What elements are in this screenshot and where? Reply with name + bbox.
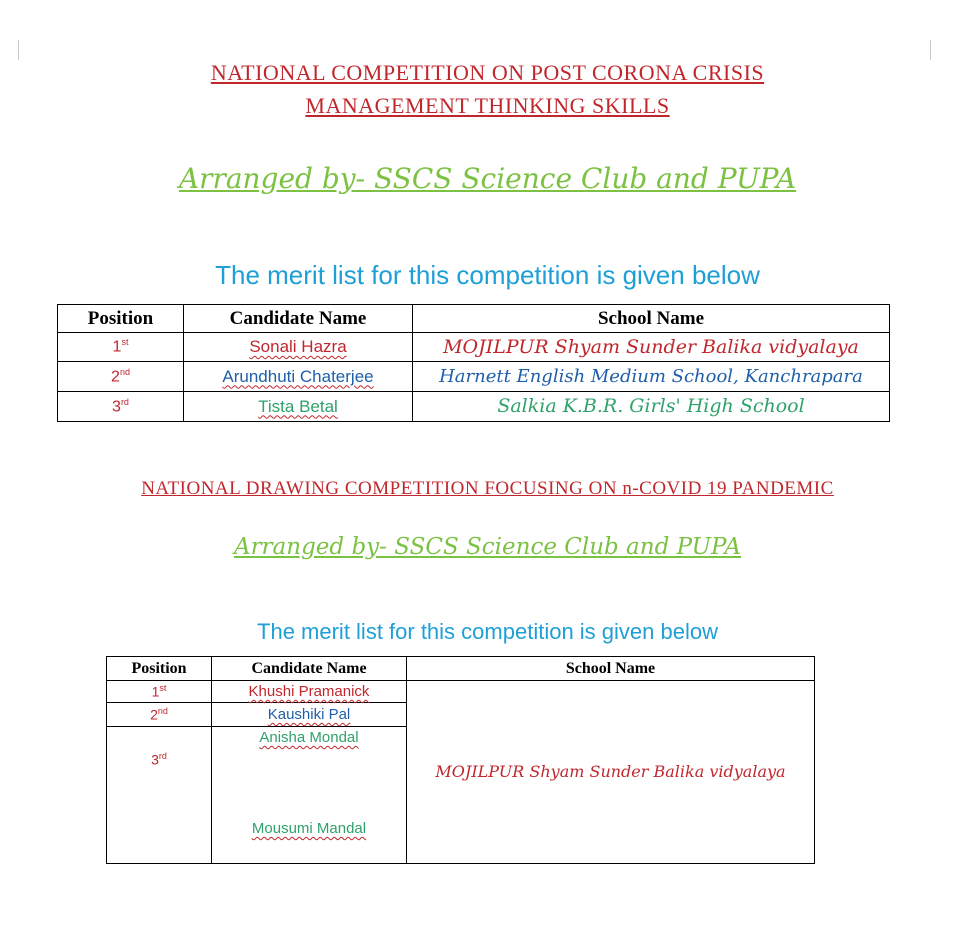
candidate-cell [184,362,413,392]
candidate-header: Candidate Name [212,657,407,681]
school-name: MOJILPUR Shyam Sunder Balika vidyalaya [443,335,859,358]
margin-mark-right [930,40,931,60]
school-cell [413,362,890,392]
candidate-cell [212,727,407,864]
school-header: School Name [413,305,890,333]
candidate-name: Anisha Mondal [259,729,359,746]
position-cell: 1st [58,333,184,362]
section2-title: NATIONAL DRAWING COMPETITION FOCUSING ON n-COVID 19 PANDEMIC [141,478,834,499]
candidate-name: Sonali Hazra [249,337,347,356]
candidate-cell [212,703,407,727]
position-header: Position [58,305,184,333]
candidate-header: Candidate Name [184,305,413,333]
section1-arranged-by: Arranged by- SSCS Science Club and PUPA [178,162,797,195]
candidate-cell [184,333,413,362]
candidate-name: Kaushiki Pal [267,706,351,723]
school-cell [413,392,890,422]
candidate-name: Khushi Pramanick [248,683,370,700]
position-header: Position [107,657,212,681]
candidate-name: Mousumi Mandal [251,820,367,837]
margin-mark-left [18,40,19,60]
school-name: Salkia K.B.R. Girls' High School [497,395,805,417]
school-cell [413,333,890,362]
section1-merit-table [57,304,890,422]
section2-arranged-by: Arranged by- SSCS Science Club and PUPA [233,534,742,560]
table-header-row [107,657,815,681]
table-row [107,681,815,703]
table-row [58,362,890,392]
candidate-cell [184,392,413,422]
school-header: School Name [407,657,815,681]
position-cell: 1st [107,681,212,703]
section2-merit-text: The merit list for this competition is given below [257,619,718,644]
table-row [58,392,890,422]
candidate-name: Tista Betal [258,396,338,416]
position-cell: 2nd [58,362,184,392]
school-cell [407,681,815,864]
position-cell: 3rd [58,392,184,422]
candidate-name: Arundhuti Chaterjee [222,366,374,386]
table-row [58,333,890,362]
section2-merit-table [106,656,815,864]
section1-title-line1: NATIONAL COMPETITION ON POST CORONA CRISIS [210,60,765,85]
candidate-cell [212,681,407,703]
school-name: MOJILPUR Shyam Sunder Balika vidyalaya [435,762,786,781]
position-cell: 2nd [107,703,212,727]
position-cell: 3rd [107,727,212,864]
section1-title-line2: MANAGEMENT THINKING SKILLS [305,93,670,118]
table-header-row [58,305,890,333]
section1-merit-text: The merit list for this competition is given below [215,260,760,290]
school-name: Harnett English Medium School, Kanchrapara [439,366,863,387]
